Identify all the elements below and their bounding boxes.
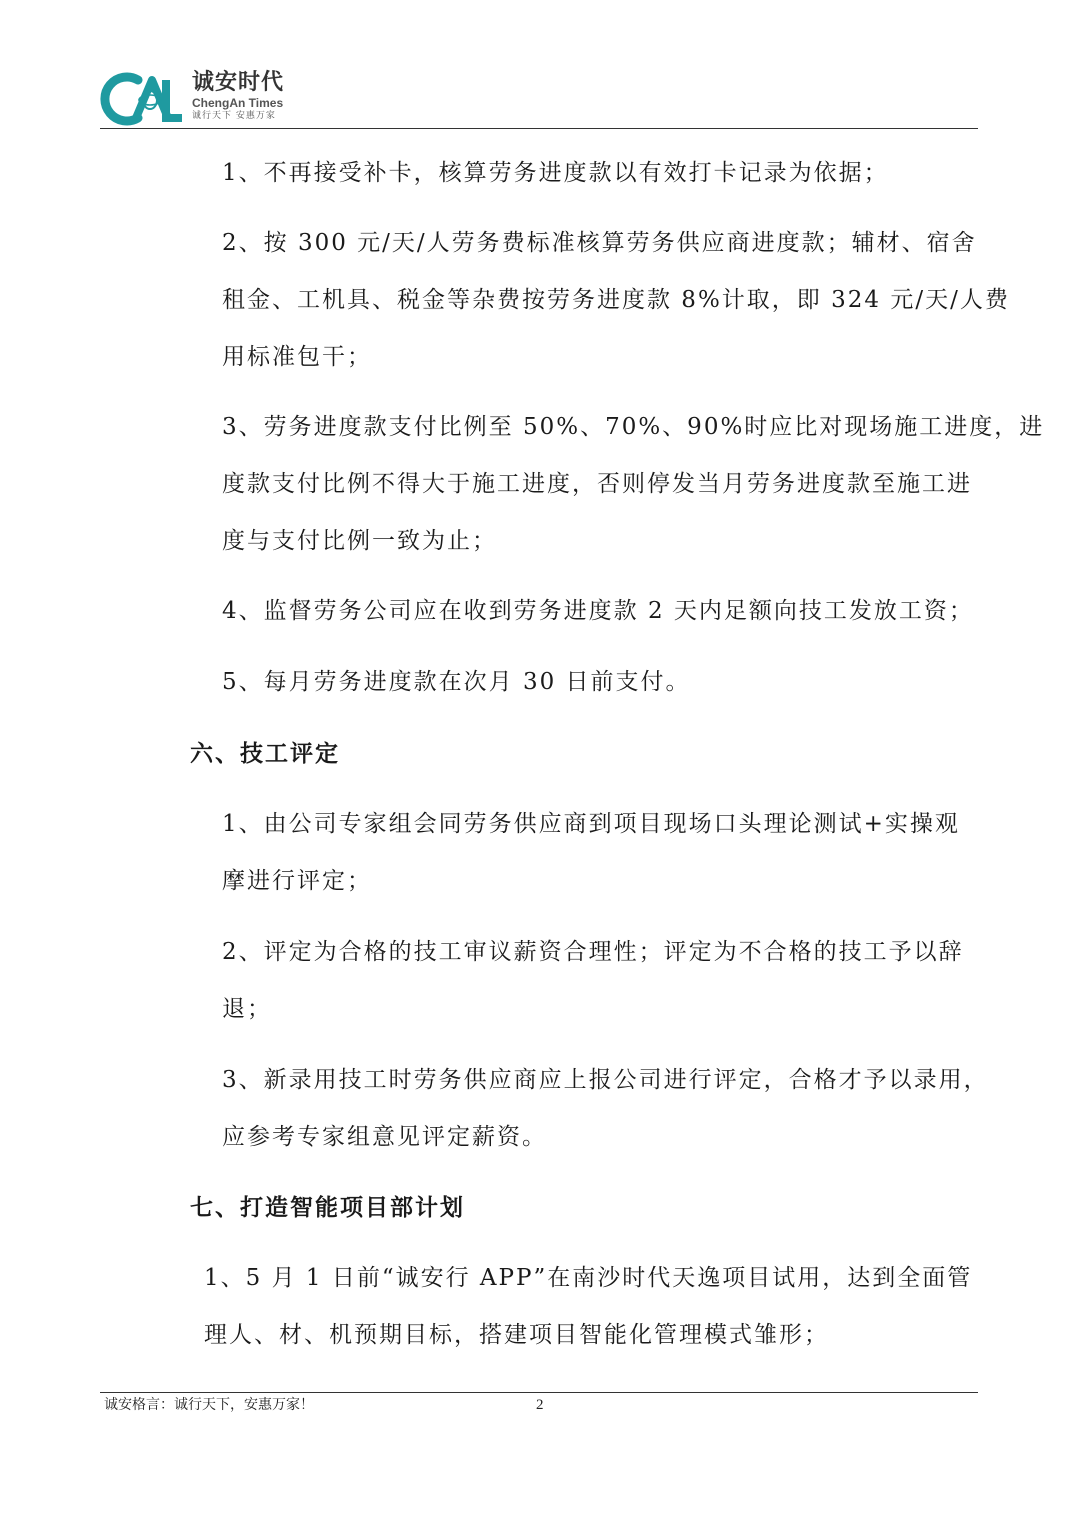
page-number: 2 — [536, 1397, 544, 1413]
text-line: 4、监督劳务公司应在收到劳务进度款 2 天内足额向技工发放工资； — [222, 598, 974, 624]
text-line: 2、评定为合格的技工审议薪资合理性；评定为不合格的技工予以辞 — [222, 939, 964, 965]
text-line: 理人、材、机预期目标，搭建项目智能化管理模式雏形； — [204, 1322, 829, 1348]
paragraph-4 — [222, 583, 978, 640]
paragraph-1 — [222, 145, 978, 202]
logo-name-en: ChengAn Times — [192, 96, 284, 110]
text-line: 退； — [222, 996, 272, 1022]
paragraph-3 — [222, 399, 1045, 570]
section-6-paragraph-3 — [222, 1052, 989, 1166]
section-6-paragraph-1 — [222, 796, 978, 910]
logo-text — [192, 70, 284, 122]
section-heading-6: 六、技工评定 — [190, 741, 340, 767]
text-line: 度款支付比例不得大于施工进度，否则停发当月劳务进度款至施工进 — [222, 471, 972, 497]
text-line: 租金、工机具、税金等杂费按劳务进度款 8%计取，即 324 元/天/人费 — [222, 287, 1010, 313]
text-line: 用标准包干； — [222, 344, 372, 370]
paragraph-2 — [222, 215, 1010, 386]
section-6-paragraph-2 — [222, 924, 978, 1038]
chengan-logo-icon — [100, 72, 184, 126]
text-line: 3、劳务进度款支付比例至 50%、70%、90%时应比对现场施工进度，进 — [222, 414, 1045, 440]
text-line: 2、按 300 元/天/人劳务费标准核算劳务供应商进度款；辅材、宿舍 — [222, 230, 977, 256]
section-7-paragraph-1 — [204, 1250, 978, 1364]
text-line: 1、由公司专家组会同劳务供应商到项目现场口头理论测试+实操观 — [222, 811, 960, 837]
text-line: 3、新录用技工时劳务供应商应上报公司进行评定，合格才予以录用， — [222, 1067, 989, 1093]
text-line: 度与支付比例一致为止； — [222, 528, 497, 554]
logo-name-cn: 诚安时代 — [192, 70, 285, 95]
section-heading-7: 七、打造智能项目部计划 — [190, 1195, 465, 1221]
text-line: 1、不再接受补卡，核算劳务进度款以有效打卡记录为依据； — [222, 160, 889, 186]
text-line: 摩进行评定； — [222, 868, 372, 894]
paragraph-5 — [222, 654, 978, 711]
logo-slogan: 诚行天下 安惠万家 — [192, 111, 276, 121]
footer-divider — [100, 1392, 978, 1393]
text-line: 1、5 月 1 日前“诚安行 APP”在南沙时代天逸项目试用，达到全面管 — [204, 1265, 973, 1291]
page-header — [100, 68, 980, 128]
header-divider — [100, 128, 978, 129]
text-line: 应参考专家组意见评定薪资。 — [222, 1124, 547, 1150]
text-line: 5、每月劳务进度款在次月 30 日前支付。 — [222, 669, 691, 695]
footer-motto: 诚安格言：诚行天下，安惠万家！ — [104, 1397, 314, 1413]
